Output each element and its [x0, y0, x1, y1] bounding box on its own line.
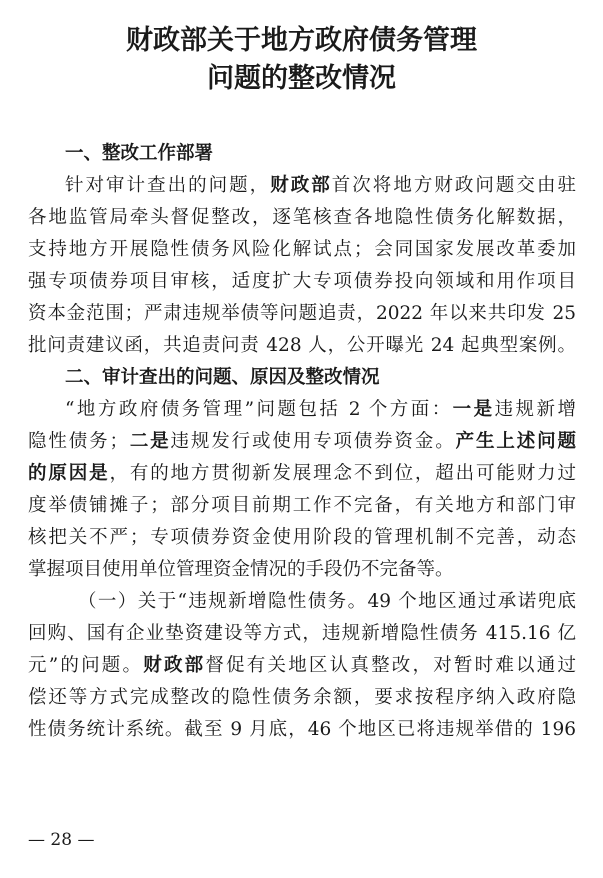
title-line-1: 财政部关于地方政府债务管理	[126, 25, 477, 56]
paragraph-line	[28, 650, 576, 682]
text-run: ，有的地方贯彻新发展理念不到位，超出可能财力过	[109, 463, 576, 484]
text-run: 针对审计查出的问题，	[65, 175, 271, 196]
bold-text: 产生上述问题	[455, 431, 576, 452]
bold-text: 财政部	[143, 655, 206, 676]
text-run: 督促有关地区认真整改，对暂时难以通过	[205, 655, 576, 676]
bold-text: 二是	[127, 431, 171, 452]
bold-text: 的原因是	[28, 463, 110, 484]
paragraph-line	[28, 458, 576, 490]
paragraph-line: 资本金范围；严肃违规举债等问题追责，2022 年以来共印发 25	[28, 303, 576, 324]
paragraph-line: 批问责建议函，共追责问责 428 人，公开曝光 24 起典型案例。	[28, 335, 576, 356]
paragraph-line: 核把关不严；专项债券资金使用阶段的管理机制不完善，动态	[28, 527, 576, 548]
paragraph-line: 支持地方开展隐性债务风险化解试点；会同国家发展改革委加	[28, 239, 576, 260]
text-run: 违规发行或使用专项债券资金。	[170, 431, 456, 452]
bold-text: 一是	[452, 399, 495, 420]
paragraph-line	[28, 394, 576, 426]
section-heading-2: 二、审计查出的问题、原因及整改情况	[65, 367, 380, 388]
bold-text: 财政部	[270, 175, 332, 196]
paragraph-line: 回购、国有企业垫资建设等方式，违规新增隐性债务 415.16 亿	[28, 623, 576, 644]
page-number: — 28 —	[28, 830, 95, 850]
text-run: 违规新增	[494, 399, 576, 420]
text-run: “地方政府债务管理”问题包括 2 个方面：	[65, 399, 453, 420]
text-run: 隐性债务；	[28, 431, 128, 452]
paragraph-line: 偿还等方式完成整改的隐性债务余额，要求按程序纳入政府隐	[28, 687, 576, 708]
paragraph-line: 强专项债券项目审核，适度扩大专项债券投向领域和用作项目	[28, 271, 576, 292]
text-run: 首次将地方财政问题交由驻	[331, 175, 576, 196]
paragraph-line: （一）关于“违规新增隐性债务。49 个地区通过承诺兜底	[78, 591, 576, 612]
paragraph-line: 掌握项目使用单位管理资金情况的手段仍不完备等。	[28, 559, 454, 580]
paragraph-line	[28, 170, 576, 202]
title-line-2: 问题的整改情况	[207, 63, 396, 94]
document-title	[0, 22, 603, 98]
text-run: 元”的问题。	[28, 655, 144, 676]
paragraph-line: 各地监管局牵头督促整改，逐笔核查各地隐性债务化解数据，	[28, 207, 576, 228]
document-body	[28, 138, 576, 746]
section-heading-1: 一、整改工作部署	[65, 143, 214, 164]
paragraph-line: 度举债铺摊子；部分项目前期工作不完备，有关地方和部门审	[28, 495, 576, 516]
paragraph-line: 性债务统计系统。截至 9 月底，46 个地区已将违规举借的 196	[28, 719, 576, 740]
paragraph-line	[28, 426, 576, 458]
